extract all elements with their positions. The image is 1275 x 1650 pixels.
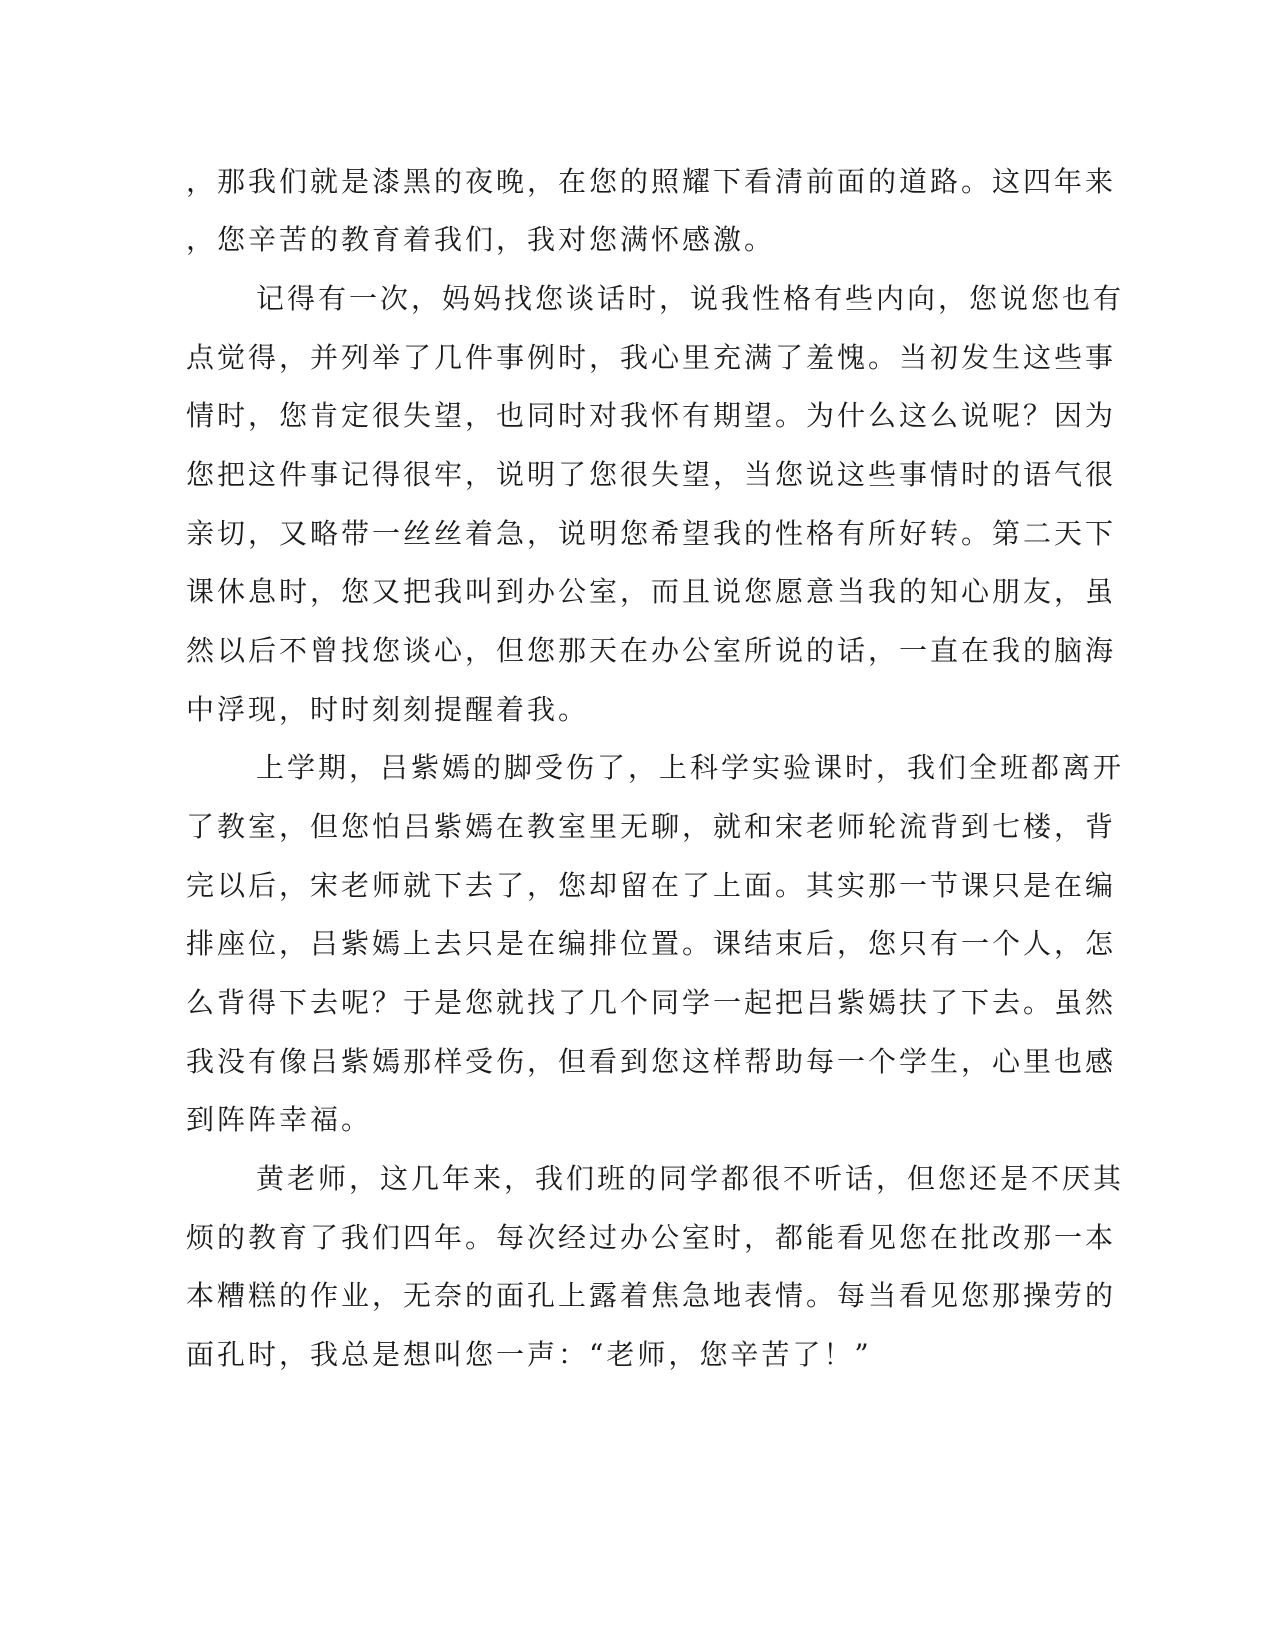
text-line: 么背得下去呢？于是您就找了几个同学一起把吕紫嫣扶了下去。虽然 [186, 986, 1117, 1019]
text-line: 到阵阵幸福。 [186, 1103, 373, 1136]
text-line: 完以后，宋老师就下去了，您却留在了上面。其实那一节课只是在编 [186, 869, 1117, 902]
paragraph-first-line: 黄老师，这几年来，我们班的同学都很不听话，但您还是不厌其 [256, 1162, 1125, 1195]
paragraph-first-line: 记得有一次，妈妈找您谈话时，说我性格有些内向，您说您也有 [256, 282, 1125, 315]
text-line: 您把这件事记得很牢，说明了您很失望，当您说这些事情时的语气很 [186, 458, 1117, 491]
text-line: 课休息时，您又把我叫到办公室，而且说您愿意当我的知心朋友，虽 [186, 575, 1117, 608]
text-line: 点觉得，并列举了几件事例时，我心里充满了羞愧。当初发生这些事 [186, 341, 1117, 374]
text-line: 排座位，吕紫嫣上去只是在编排位置。课结束后，您只有一个人，怎 [186, 927, 1117, 960]
text-line: 本糟糕的作业，无奈的面孔上露着焦急地表情。每当看见您那操劳的 [186, 1279, 1117, 1312]
text-line: ，那我们就是漆黑的夜晚，在您的照耀下看清前面的道路。这四年来 [186, 165, 1117, 198]
text-line: 面孔时，我总是想叫您一声：“老师，您辛苦了！” [186, 1338, 872, 1371]
text-line: 了教室，但您怕吕紫嫣在教室里无聊，就和宋老师轮流背到七楼，背 [186, 810, 1117, 843]
text-line: 我没有像吕紫嫣那样受伤，但看到您这样帮助每一个学生，心里也感 [186, 1045, 1117, 1078]
text-line: 情时，您肯定很失望，也同时对我怀有期望。为什么这么说呢？因为 [186, 399, 1117, 432]
text-line: 中浮现，时时刻刻提醒着我。 [186, 693, 590, 726]
text-line: ，您辛苦的教育着我们，我对您满怀感激。 [186, 223, 776, 256]
text-line: 烦的教育了我们四年。每次经过办公室时，都能看见您在批改那一本 [186, 1221, 1117, 1254]
text-line: 亲切，又略带一丝丝着急，说明您希望我的性格有所好转。第二天下 [186, 517, 1117, 550]
text-line: 然以后不曾找您谈心，但您那天在办公室所说的话，一直在我的脑海 [186, 634, 1117, 667]
paragraph-first-line: 上学期，吕紫嫣的脚受伤了，上科学实验课时，我们全班都离开 [256, 751, 1125, 784]
